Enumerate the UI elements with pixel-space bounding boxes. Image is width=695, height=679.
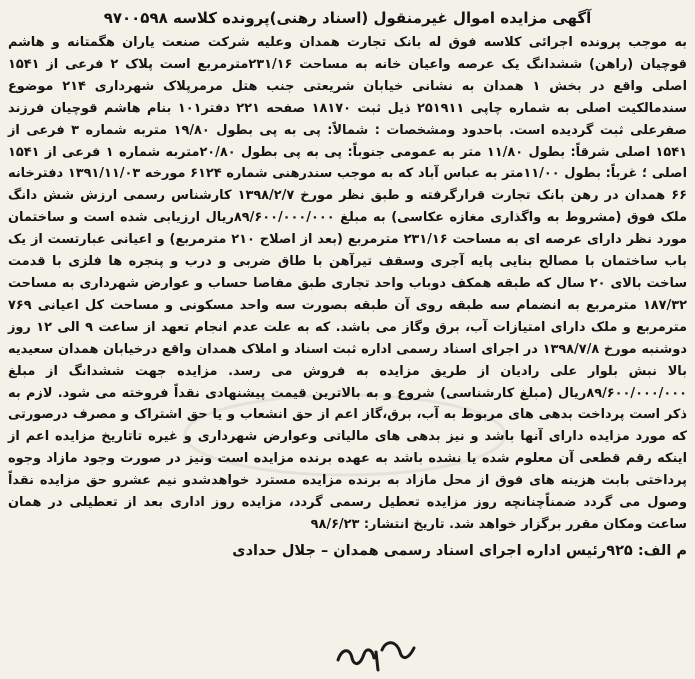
signature-scribble xyxy=(330,630,420,675)
handwritten-signature xyxy=(330,630,420,675)
notice-title: آگهی مزایده اموال غیرمنقول (اسناد رهنی)پرونده کلاسه ۹۷۰۰۵۹۸ xyxy=(103,9,592,27)
notice-footer: م الف: ۹۲۵رئیس اداره اجرای اسناد رسمی همدان – جلال حدادی xyxy=(232,542,687,559)
notice-body: به موجب پرونده اجرائی کلاسه فوق له بانک تجارت همدان وعلیه شرکت صنعت یاران هگمتانه و هاشم قوچیان (راهن) ششدانگ یک عرصه واعیان خانه به مساحت ۲۳۱/۱۶مترمربع است پلاک ۲ فرعی از ۱۵۴۱ اصلی واقع در بخش ۱ همدان به نشانی خیابان شریعتی جنب هتل مرمرپلاک شهرداری ۲۱۴ موضوع سندمالکیت اصلی به شماره چاپی ۲۵۱۹۱۱ ذیل ثبت ۱۸۱۷۰ صفحه ۲۲۱ دفتر۱۰۱ بنام هاشم قوچیان فرزند صفرعلی ثبت گردیده است. باحدود ومشخصات : شمالاً: پی به پی بطول ۱۹/۸۰ متربه شماره ۳ فرعی از ۱۵۴۱ اصلی شرقاً: بطول ۱۱/۸۰ متر به عمومی جنوباً: پی به پی بطول ۲۰/۸۰متربه شماره ۱ فرعی از ۱۵۴۱ اصلی ؛ غرباً: بطول ۱۱/۰۰متر به عباس آباد که به موجب سندرهنی شماره ۶۱۲۴ مورخه ۱۳۹۱/۱۱/۰۳ دفترخانه ۶۶ همدان در رهن بانک تجارت قرارگرفته و طبق نظر مورخ ۱۳۹۸/۲/۷ کارشناس رسمی ارزش شش دانگ ملک فوق (مشروط به واگذاری مغازه عکاسی) به مبلغ ۸۹/۶۰۰/۰۰۰/۰۰۰ریال ارزیابی شده است و ساختمان مورد نظر دارای عرصه ای به مساحت ۲۳۱/۱۶ مترمربع (بعد از اصلاح ۲۱۰ مترمربع) و اعیانی عبارتست از یک باب ساختمان با مصالح بنایی پایه آجری وسقف تیرآهن با طاق ضربی و درب و پنجره ها فلزی با قدمت ساخت بالای ۲۰ سال که طبقه همکف دوباب واحد تجاری طبق مفاصا حساب و عوارض شهرداری به مساحت ۱۸۷/۳۲ مترمربع به انضمام سه طبقه روی آن طبقه بصورت سه واحد مسکونی و مساحت کل اعیانی ۷۶۹ مترمربع و ملک دارای امتیازات آب، برق وگاز می باشد. که به علت عدم انجام تعهد از ساعت ۹ الی ۱۲ روز دوشنبه مورخ ۱۳۹۸/۷/۸ در اجرای اسناد رسمی اداره ثبت اسناد و املاک همدان واقع درخیابان همدان سعیدیه بالا نبش بلوار علی رادیان از طریق مزایده به فروش می رسد. مزایده جهت ششدانگ از مبلغ ۸۹/۶۰۰/۰۰۰/۰۰۰ریال (مبلغ کارشناسی) شروع و به بالاترین قیمت پیشنهادی نقداً فروخته می شود. لازم به ذکر است پرداخت بدهی های مربوط به آب، برق،گاز اعم از حق انشعاب و یا حق اشتراک و مصرف درصورتی که مورد مزایده دارای آنها باشد و نیز بدهی های مالیاتی وعوارض شهرداری و غیره تاتاریخ مزایده اعم از اینکه رقم قطعی آن معلوم شده یا نشده باشد به عهده برنده مزایده است ونیز در صورت وجود مازاد وجوه پرداختی بابت هزینه های فوق از محل مازاد به برنده مزایده مسترد خواهدشدو نیم عشرو حق مزایده نقداً وصول می گردد ضمناًچنانچه روز مزایده تعطیل رسمی گردد، مزایده روز اداری بعد از تعطیلی در همان ساعت ومکان مقرر برگزار خواهد شد. تاریخ انتشار: ۹۸/۶/۲۳ xyxy=(8,35,688,532)
clipping-content xyxy=(8,8,687,562)
